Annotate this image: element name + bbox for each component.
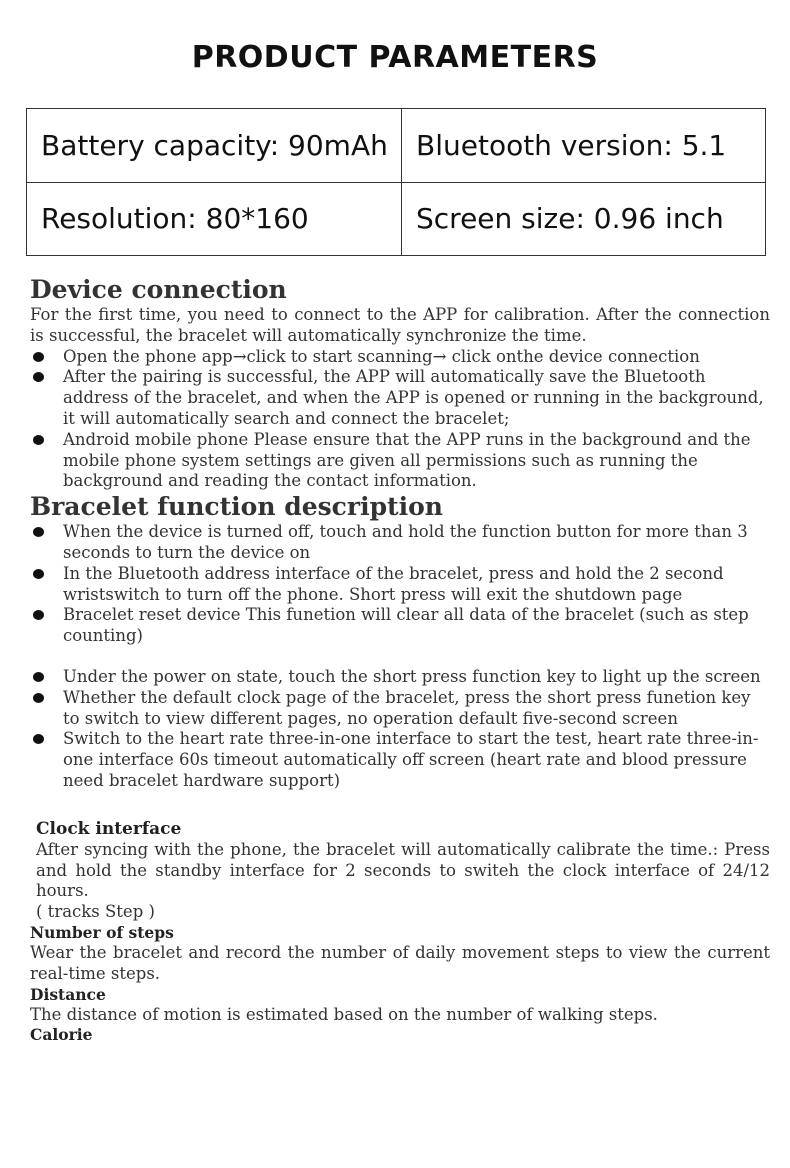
instructions-document [30, 275, 770, 1045]
bullet-icon [33, 672, 44, 682]
bullet-icon [33, 435, 44, 445]
clock-interface-text: After syncing with the phone, the bracelet will automatically calibrate the time.: Press and hold the standby interface for 2 seconds to switeh the clock interface of 24/12 hours. [36, 839, 770, 901]
bullet-icon [33, 352, 44, 362]
bullet-icon [33, 527, 44, 537]
distance-heading: Distance [30, 984, 106, 1004]
clock-interface-heading: Clock interface [36, 818, 182, 839]
device-connection-heading: Device connection [30, 275, 287, 304]
distance-text: The distance of motion is estimated based on the number of walking steps. [30, 1004, 658, 1024]
bracelet-function-list-b [30, 667, 770, 792]
parameters-table [26, 108, 766, 256]
bullet-icon [33, 693, 44, 703]
battery-capacity-cell: Battery capacity: 90mAh [27, 109, 402, 183]
table-row [27, 109, 766, 183]
list-item: Android mobile phone Please ensure that the APP runs in the background and the mobile phone system settings are given all permissions such as running the background and reading the contact information. [30, 430, 770, 492]
list-item: Under the power on state, touch the short press function key to light up the screen [30, 667, 770, 688]
number-of-steps-heading: Number of steps [30, 922, 174, 942]
table-row [27, 182, 766, 256]
bluetooth-version-cell: Bluetooth version: 5.1 [402, 109, 766, 183]
bullet-icon [33, 372, 44, 382]
list-item: Open the phone app→click to start scanning→ click onthe device connection [30, 347, 770, 368]
number-of-steps-text: Wear the bracelet and record the number of daily movement steps to view the current real-time steps. [30, 942, 770, 983]
screen-size-cell: Screen size: 0.96 inch [402, 182, 766, 256]
page-title: PRODUCT PARAMETERS [191, 40, 599, 75]
device-connection-list [30, 347, 770, 493]
list-item: In the Bluetooth address interface of the bracelet, press and hold the 2 second wristswitch to turn off the phone. Short press will exit the shutdown page [30, 564, 770, 606]
list-item: After the pairing is successful, the APP will automatically save the Bluetooth address of the bracelet, and when the APP is opened or running in the background, it will automatically search and connect the bracelet; [30, 367, 770, 429]
list-item: Switch to the heart rate three-in-one interface to start the test, heart rate three-in-one interface 60s timeout automatically off screen (heart rate and blood pressure need bracelet hardware support) [30, 729, 770, 791]
bullet-icon [33, 610, 44, 620]
resolution-cell: Resolution: 80*160 [27, 182, 402, 256]
bullet-icon [33, 569, 44, 579]
device-connection-intro: For the first time, you need to connect to the APP for calibration. After the connection is successful, the bracelet will automatically synchronize the time. [30, 305, 770, 345]
calorie-heading: Calorie [30, 1025, 93, 1045]
list-item: Bracelet reset device This funetion will clear all data of the bracelet (such as step counting) [30, 605, 770, 647]
bracelet-function-list-a [30, 522, 770, 647]
list-item: When the device is turned off, touch and hold the function button for more than 3 seconds to turn the device on [30, 522, 770, 564]
list-item: Whether the default clock page of the bracelet, press the short press funetion key to switch to view different pages, no operation default five-second screen [30, 688, 770, 730]
bullet-icon [33, 734, 44, 744]
tracks-step-label: ( tracks Step ) [36, 902, 155, 922]
bracelet-function-heading: Bracelet function description [30, 492, 443, 522]
